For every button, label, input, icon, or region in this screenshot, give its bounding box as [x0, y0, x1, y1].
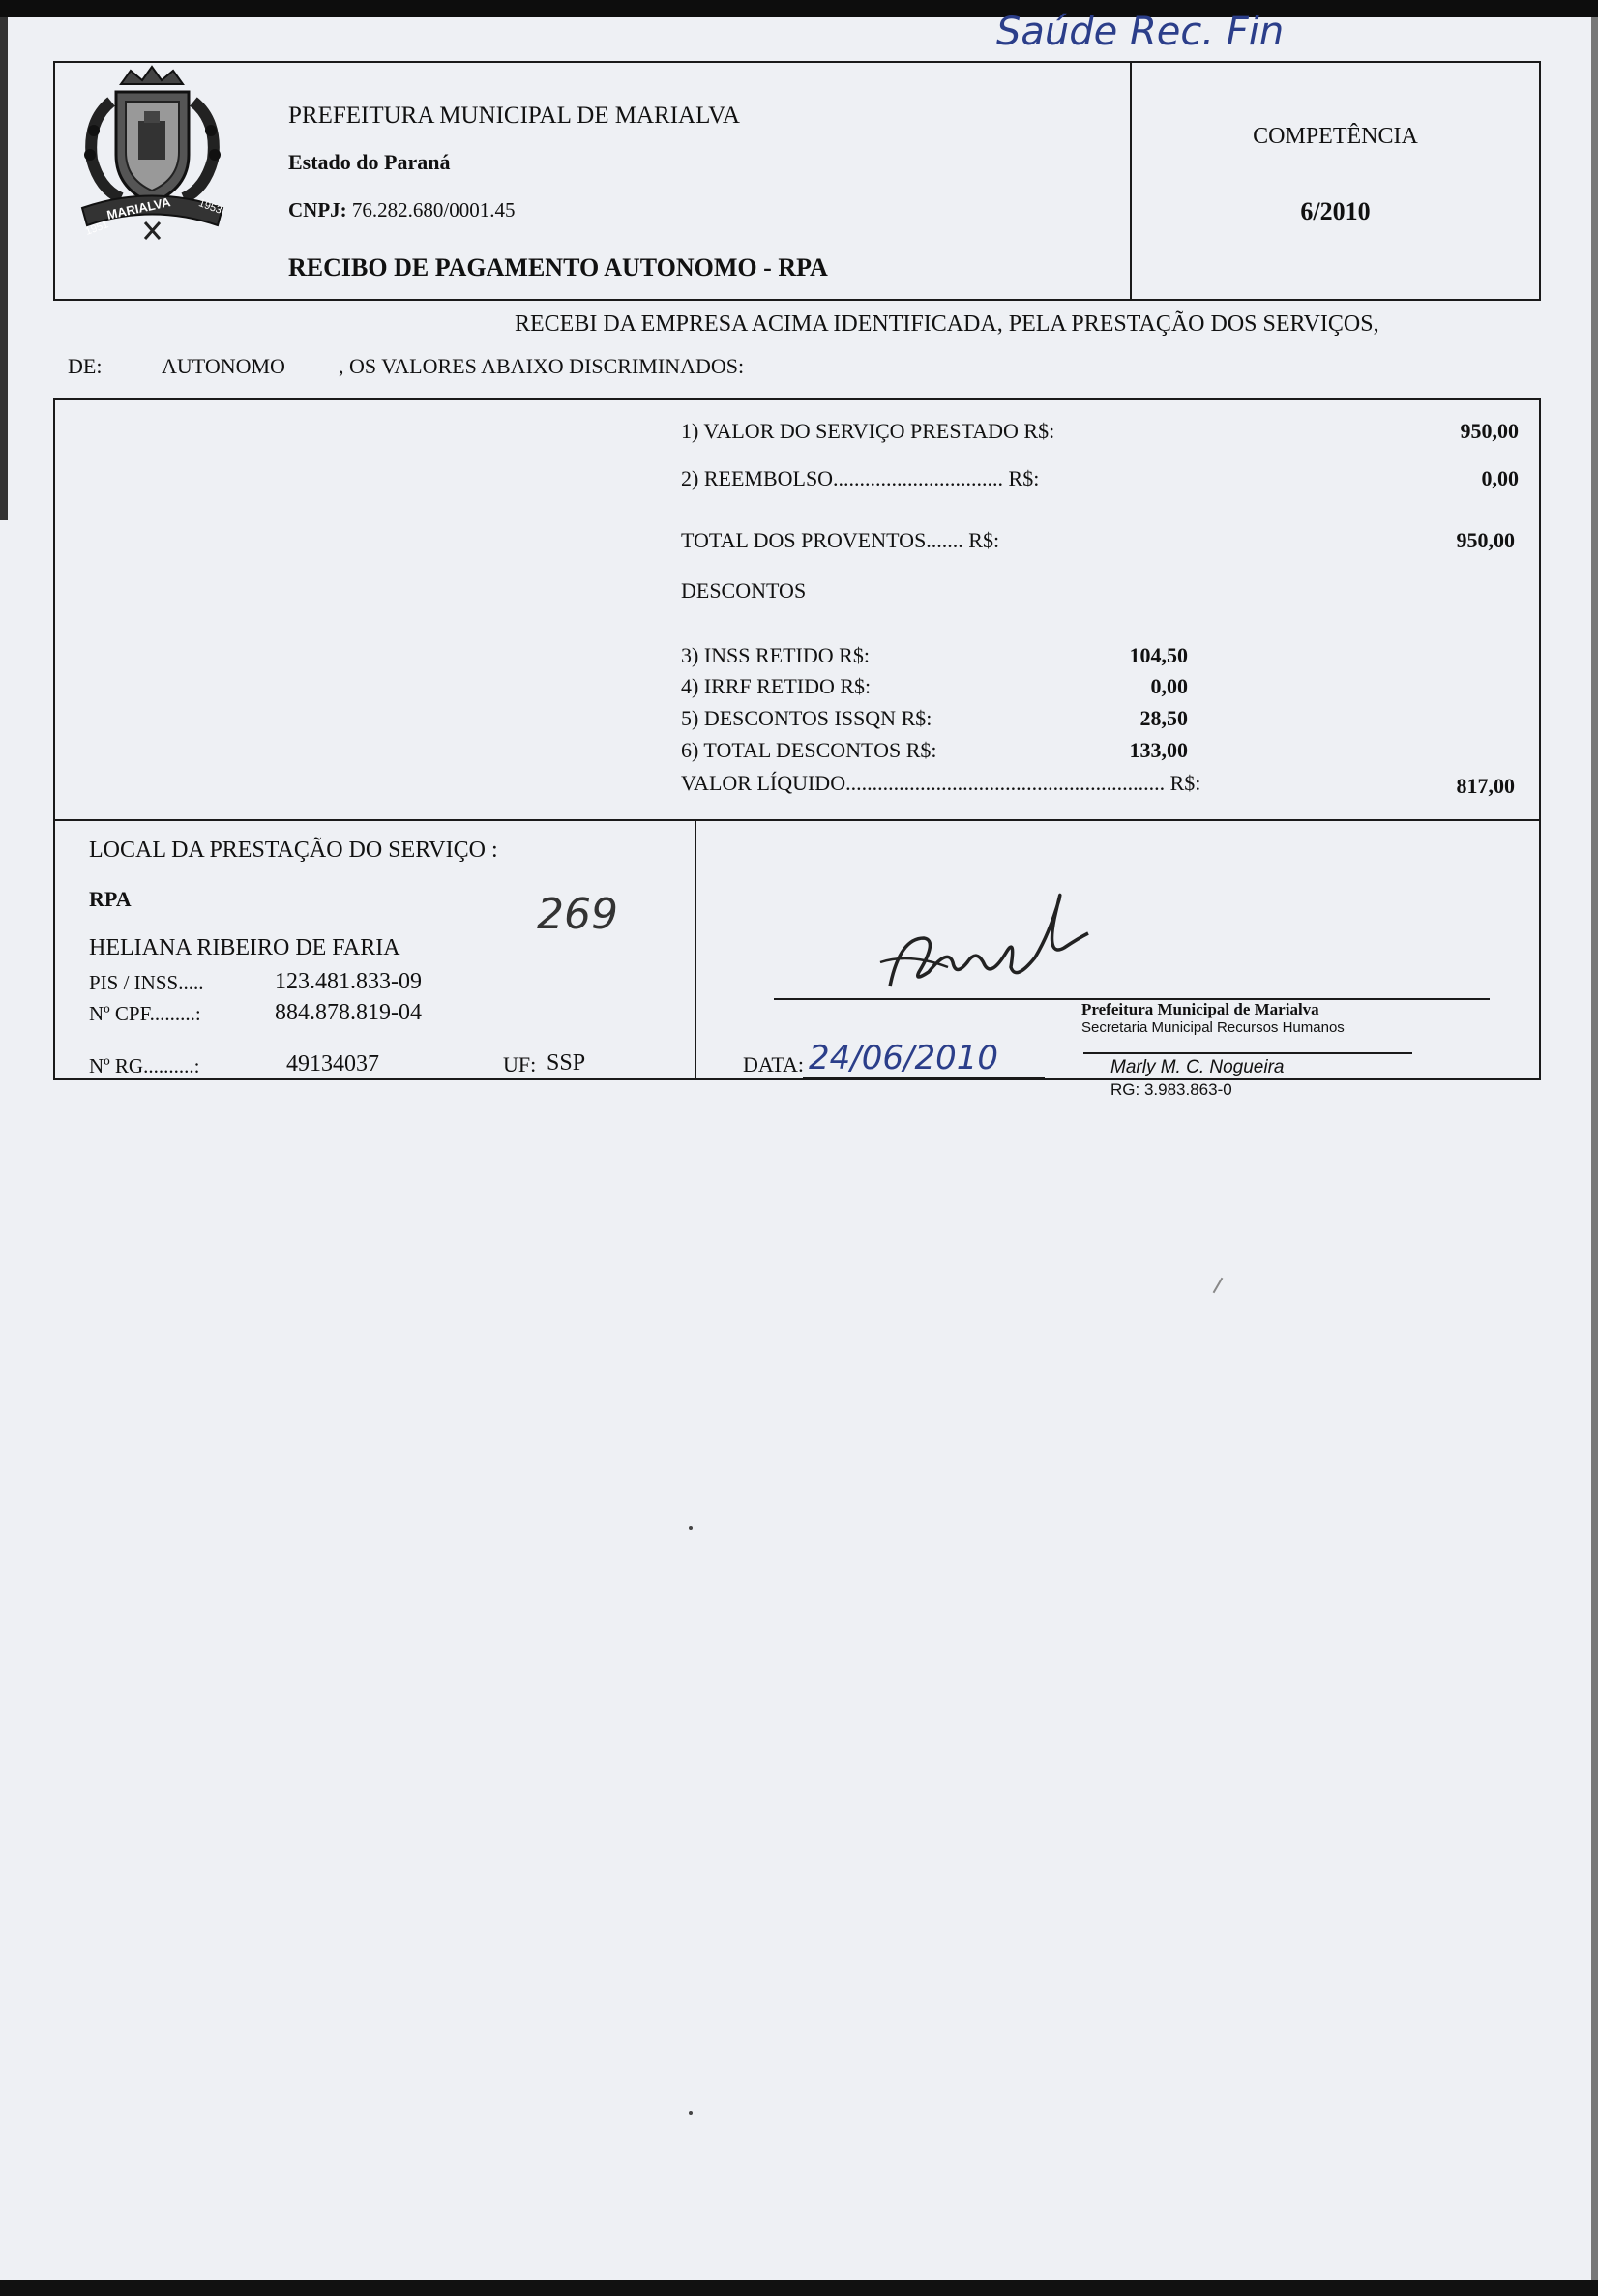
item6-value: 133,00: [1129, 738, 1188, 762]
municipal-seal-icon: [73, 63, 232, 247]
stamp-line2: Secretaria Municipal Recursos Humanos: [1081, 1019, 1345, 1036]
cpf-value: 884.878.819-04: [275, 1000, 422, 1025]
cnpj-value: 76.282.680/0001.45: [351, 198, 516, 221]
item6-label: 6) TOTAL DESCONTOS R$:: [681, 738, 937, 762]
provider-divider: [695, 819, 696, 1080]
item4-label: 4) IRRF RETIDO R$:: [681, 674, 872, 698]
de-value: AUTONOMO: [162, 354, 285, 378]
handwritten-number: 269: [537, 890, 618, 939]
state-name: Estado do Paraná: [288, 150, 451, 174]
valor-liquido-label: VALOR LÍQUIDO............................................................ R$:: [681, 771, 1201, 795]
stamp-line1: Prefeitura Municipal de Marialva: [1081, 1000, 1319, 1018]
statement-line1: RECEBI DA EMPRESA ACIMA IDENTIFICADA, PELA PRESTAÇÃO DOS SERVIÇOS,: [515, 311, 1379, 337]
uf-label: UF:: [503, 1052, 537, 1076]
header-divider: [1130, 61, 1132, 301]
seal-text: MARIALVA: [105, 194, 172, 222]
cnpj-label: CNPJ:: [288, 198, 347, 221]
de-label: DE:: [68, 354, 103, 378]
scan-left-edge: [0, 17, 8, 520]
cnpj: [288, 198, 516, 222]
scan-top-border: [0, 0, 1598, 17]
item1-label: 1) VALOR DO SERVIÇO PRESTADO R$:: [681, 419, 1055, 443]
statement-line2: , OS VALORES ABAIXO DISCRIMINADOS:: [339, 354, 745, 378]
item4-value: 0,00: [1150, 674, 1188, 698]
data-value: 24/06/2010: [809, 1039, 998, 1077]
stamp-name: Marly M. C. Nogueira: [1110, 1057, 1285, 1077]
provider-name: HELIANA RIBEIRO DE FARIA: [89, 935, 400, 960]
cpf-label: Nº CPF.........:: [89, 1002, 201, 1025]
org-name: PREFEITURA MUNICIPAL DE MARIALVA: [288, 103, 740, 129]
seal-year-right: 1953: [196, 197, 223, 217]
competencia-value: 6/2010: [1300, 197, 1371, 225]
item2-label: 2) REEMBOLSO................................ R$:: [681, 466, 1040, 490]
stray-dot: [689, 1526, 693, 1530]
rg-label: Nº RG..........:: [89, 1054, 200, 1077]
item5-label: 5) DESCONTOS ISSQN R$:: [681, 706, 932, 730]
item5-value: 28,50: [1139, 706, 1188, 730]
item1-value: 950,00: [1460, 419, 1519, 443]
stamp-rg: RG: 3.983.863-0: [1110, 1080, 1232, 1099]
stray-dot: [689, 2111, 693, 2115]
local-label: LOCAL DA PRESTAÇÃO DO SERVIÇO :: [89, 838, 498, 863]
document-title: RECIBO DE PAGAMENTO AUTONOMO - RPA: [288, 253, 828, 281]
pis-value: 123.481.833-09: [275, 969, 422, 994]
signature-icon: [871, 880, 1112, 1006]
item3-label: 3) INSS RETIDO R$:: [681, 643, 870, 667]
descontos-label: DESCONTOS: [681, 578, 807, 603]
seal-year-left: 1951: [83, 219, 110, 238]
data-underline: [803, 1077, 1045, 1079]
item2-value: 0,00: [1481, 466, 1519, 490]
stamp-underline: [1083, 1052, 1412, 1054]
scan-right-edge: [1591, 17, 1598, 2280]
total-value: 950,00: [1456, 528, 1515, 552]
competencia-label: COMPETÊNCIA: [1253, 124, 1418, 149]
data-label: DATA:: [743, 1052, 805, 1076]
rg-value: 49134037: [286, 1051, 379, 1076]
valor-liquido-value: 817,00: [1456, 774, 1515, 798]
pis-label: PIS / INSS.....: [89, 971, 204, 994]
local-value: RPA: [89, 887, 132, 911]
handwritten-note: Saúde Rec. Fin: [996, 10, 1285, 54]
total-label: TOTAL DOS PROVENTOS....... R$:: [681, 528, 1000, 552]
scan-bottom-border: [0, 2280, 1598, 2296]
stray-mark: [1213, 1278, 1224, 1294]
item3-value: 104,50: [1129, 643, 1188, 667]
uf-value: SSP: [547, 1050, 586, 1075]
